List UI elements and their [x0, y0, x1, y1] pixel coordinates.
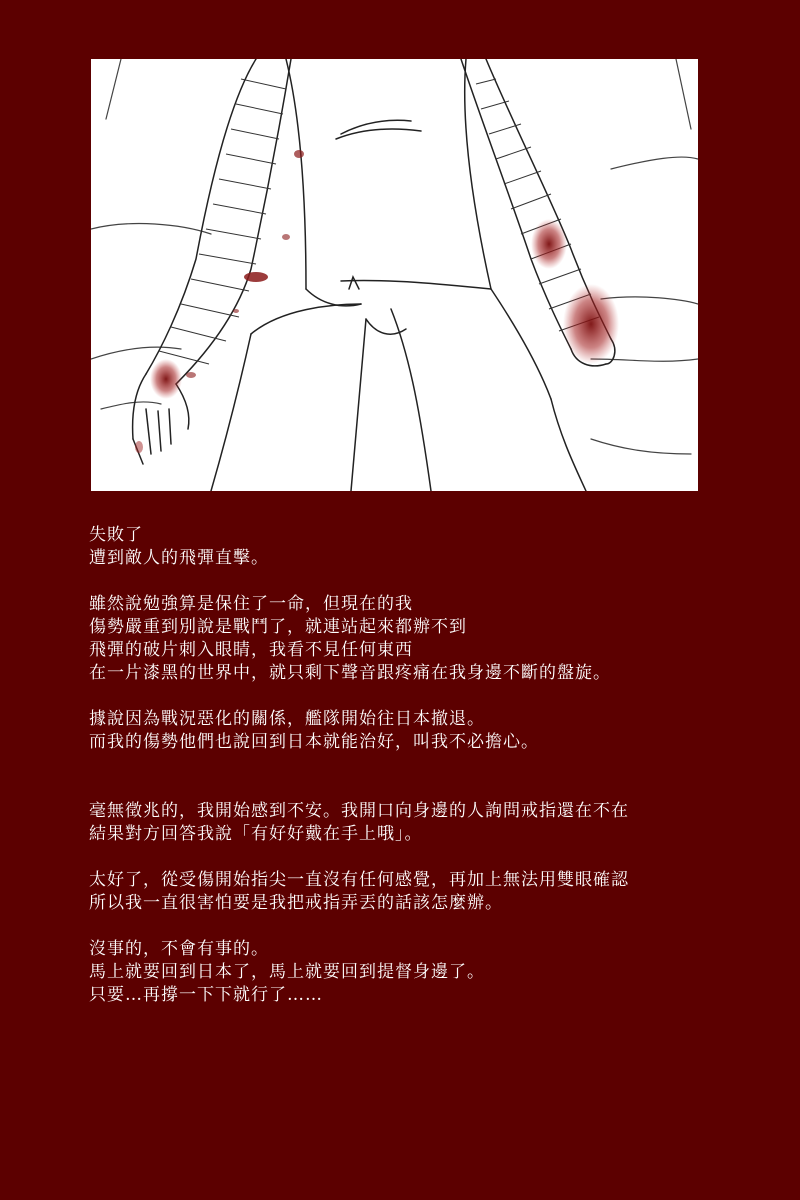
bandaged-arms-illustration	[91, 59, 698, 491]
story-line: 所以我一直很害怕要是我把戒指弄丟的話該怎麼辦。	[89, 893, 503, 913]
story-line: 沒事的，不會有事的。	[89, 939, 269, 959]
story-text	[89, 524, 769, 1007]
story-line: 傷勢嚴重到別說是戰鬥了，就連站起來都辦不到	[89, 617, 467, 637]
story-line: 飛彈的破片刺入眼睛，我看不見任何東西	[89, 640, 413, 660]
story-line: 而我的傷勢他們也說回到日本就能治好，叫我不必擔心。	[89, 732, 539, 752]
story-line: 只要…再撐一下下就行了……	[89, 985, 323, 1005]
story-line: 失敗了	[89, 525, 143, 545]
story-line: 結果對方回答我說「有好好戴在手上哦」。	[89, 824, 423, 844]
story-line: 馬上就要回到日本了，馬上就要回到提督身邊了。	[89, 962, 485, 982]
story-line: 毫無徵兆的，我開始感到不安。我開口向身邊的人詢問戒指還在不在	[89, 801, 629, 821]
story-line: 在一片漆黑的世界中，就只剩下聲音跟疼痛在我身邊不斷的盤旋。	[89, 663, 611, 683]
story-line: 據說因為戰況惡化的關係，艦隊開始往日本撤退。	[89, 709, 485, 729]
story-line: 雖然說勉強算是保住了一命，但現在的我	[89, 594, 413, 614]
sketch-drawing	[91, 59, 698, 491]
story-line: 太好了，從受傷開始指尖一直沒有任何感覺，再加上無法用雙眼確認	[89, 870, 629, 890]
story-line: 遭到敵人的飛彈直擊。	[89, 548, 269, 568]
